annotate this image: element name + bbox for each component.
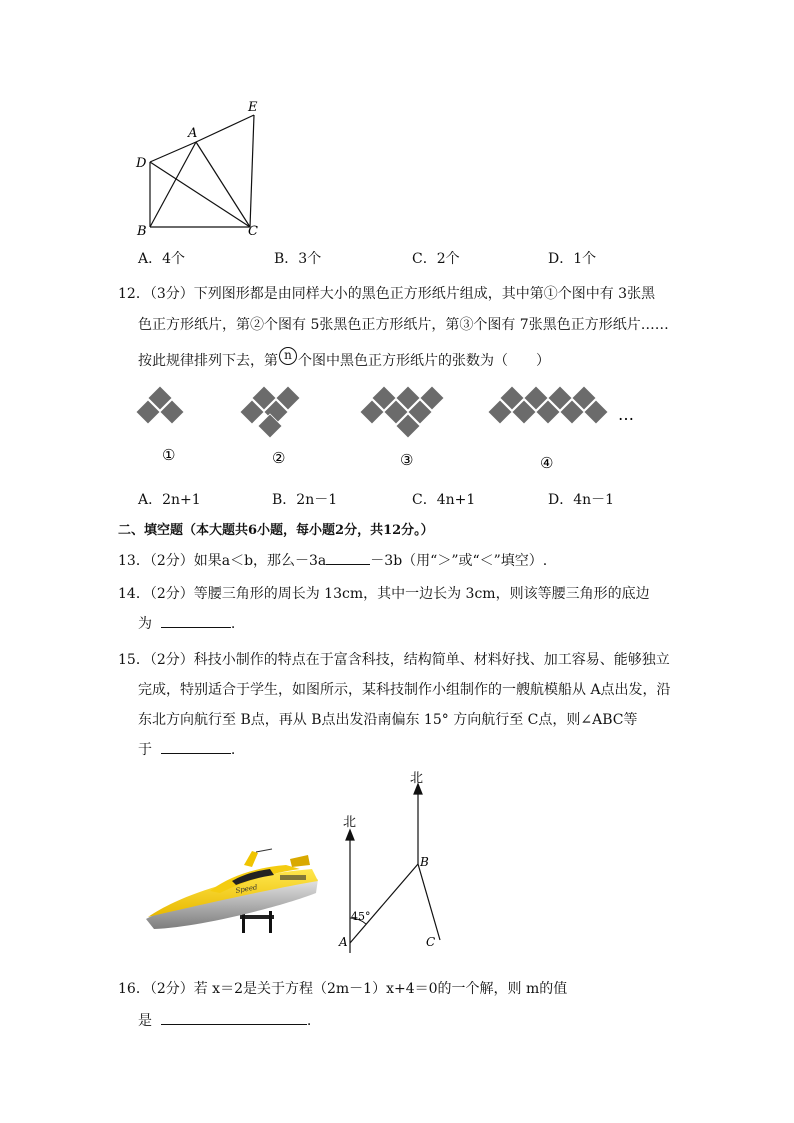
q13-answer-blank[interactable] — [326, 550, 370, 565]
q12-fig-label-1: ① — [162, 446, 176, 464]
q15-line3: 东北方向航行至 B点，再从 B点出发沿南偏东 15° 方向航行至 C点，则∠ABC等 — [138, 712, 638, 728]
label-A: A — [188, 126, 198, 141]
q12-option-c: C．4n+1 — [412, 492, 476, 508]
q12-option-a: A．2n+1 — [138, 492, 201, 508]
point-a-label: A — [339, 935, 348, 949]
q15-line1: 15．（2分）科技小制作的特点在于富含科技，结构简单、材料好找、加工容易、能够独立 — [118, 652, 670, 668]
q12-figures — [130, 378, 650, 478]
north-label-a: 北 — [343, 815, 357, 830]
q12-line1: 12．（3分）下列图形都是由同样大小的黑色正方形纸片组成，其中第①个图中有 3张黑 — [118, 286, 656, 302]
q12-line3: 按此规律排列下去，第 n 个图中黑色正方形纸片的张数为（ ） — [138, 348, 550, 369]
label-E: E — [248, 100, 258, 115]
point-b-label: B — [420, 855, 429, 869]
q12-option-b: B．2n－1 — [272, 492, 338, 508]
q15-line2: 完成，特别适合于学生，如图所示，某科技制作小组制作的一艘航模船从 A点出发，沿 — [138, 682, 671, 698]
q15-answer-blank[interactable] — [161, 739, 231, 754]
q12-fig-label-3: ③ — [400, 451, 414, 469]
boat-image — [140, 845, 330, 940]
angle-label: 45° — [351, 910, 371, 923]
q12-fig-label-2: ② — [272, 449, 286, 467]
q12-line2: 色正方形纸片，第②个图有 5张黑色正方形纸片，第③个图有 7张黑色正方形纸片…… — [138, 317, 669, 333]
q11-option-a: A．4个 — [138, 251, 186, 267]
q16-line2: 是 . — [138, 1010, 311, 1030]
boat-brand-text: Speed — [234, 883, 259, 895]
label-D: D — [136, 156, 147, 171]
q11-option-b: B．3个 — [274, 251, 322, 267]
circled-n: n — [279, 347, 297, 365]
q16-answer-blank[interactable] — [161, 1010, 307, 1025]
q11-option-d: D．1个 — [548, 251, 597, 267]
q12-fig-label-4: ④ — [540, 454, 554, 472]
q12-ellipsis: … — [618, 405, 634, 424]
point-c-label: C — [426, 935, 436, 949]
q14-answer-blank[interactable] — [161, 613, 231, 628]
q11-option-c: C．2个 — [412, 251, 460, 267]
q15-line4: 于 . — [138, 739, 235, 759]
north-label-b: 北 — [410, 771, 424, 786]
q14-line1: 14．（2分）等腰三角形的周长为 13cm，其中一边长为 3cm，则该等腰三角形的底边 — [118, 586, 650, 602]
label-B: B — [137, 224, 147, 239]
q12-option-d: D．4n－1 — [548, 492, 615, 508]
q13: 13．（2分）如果a＜b，那么－3a －3b（用“＞”或“＜”填空）. — [118, 550, 547, 570]
q14-line2: 为 . — [138, 613, 235, 633]
q11-figure — [130, 95, 270, 245]
q16-line1: 16．（2分）若 x＝2是关于方程（2m－1）x+4＝0的一个解，则 m的值 — [118, 981, 568, 997]
section-2-title: 二、填空题（本大题共6小题，每小题2分，共12分。） — [118, 523, 434, 538]
q15-direction-figure — [330, 768, 460, 958]
label-C: C — [248, 224, 258, 239]
